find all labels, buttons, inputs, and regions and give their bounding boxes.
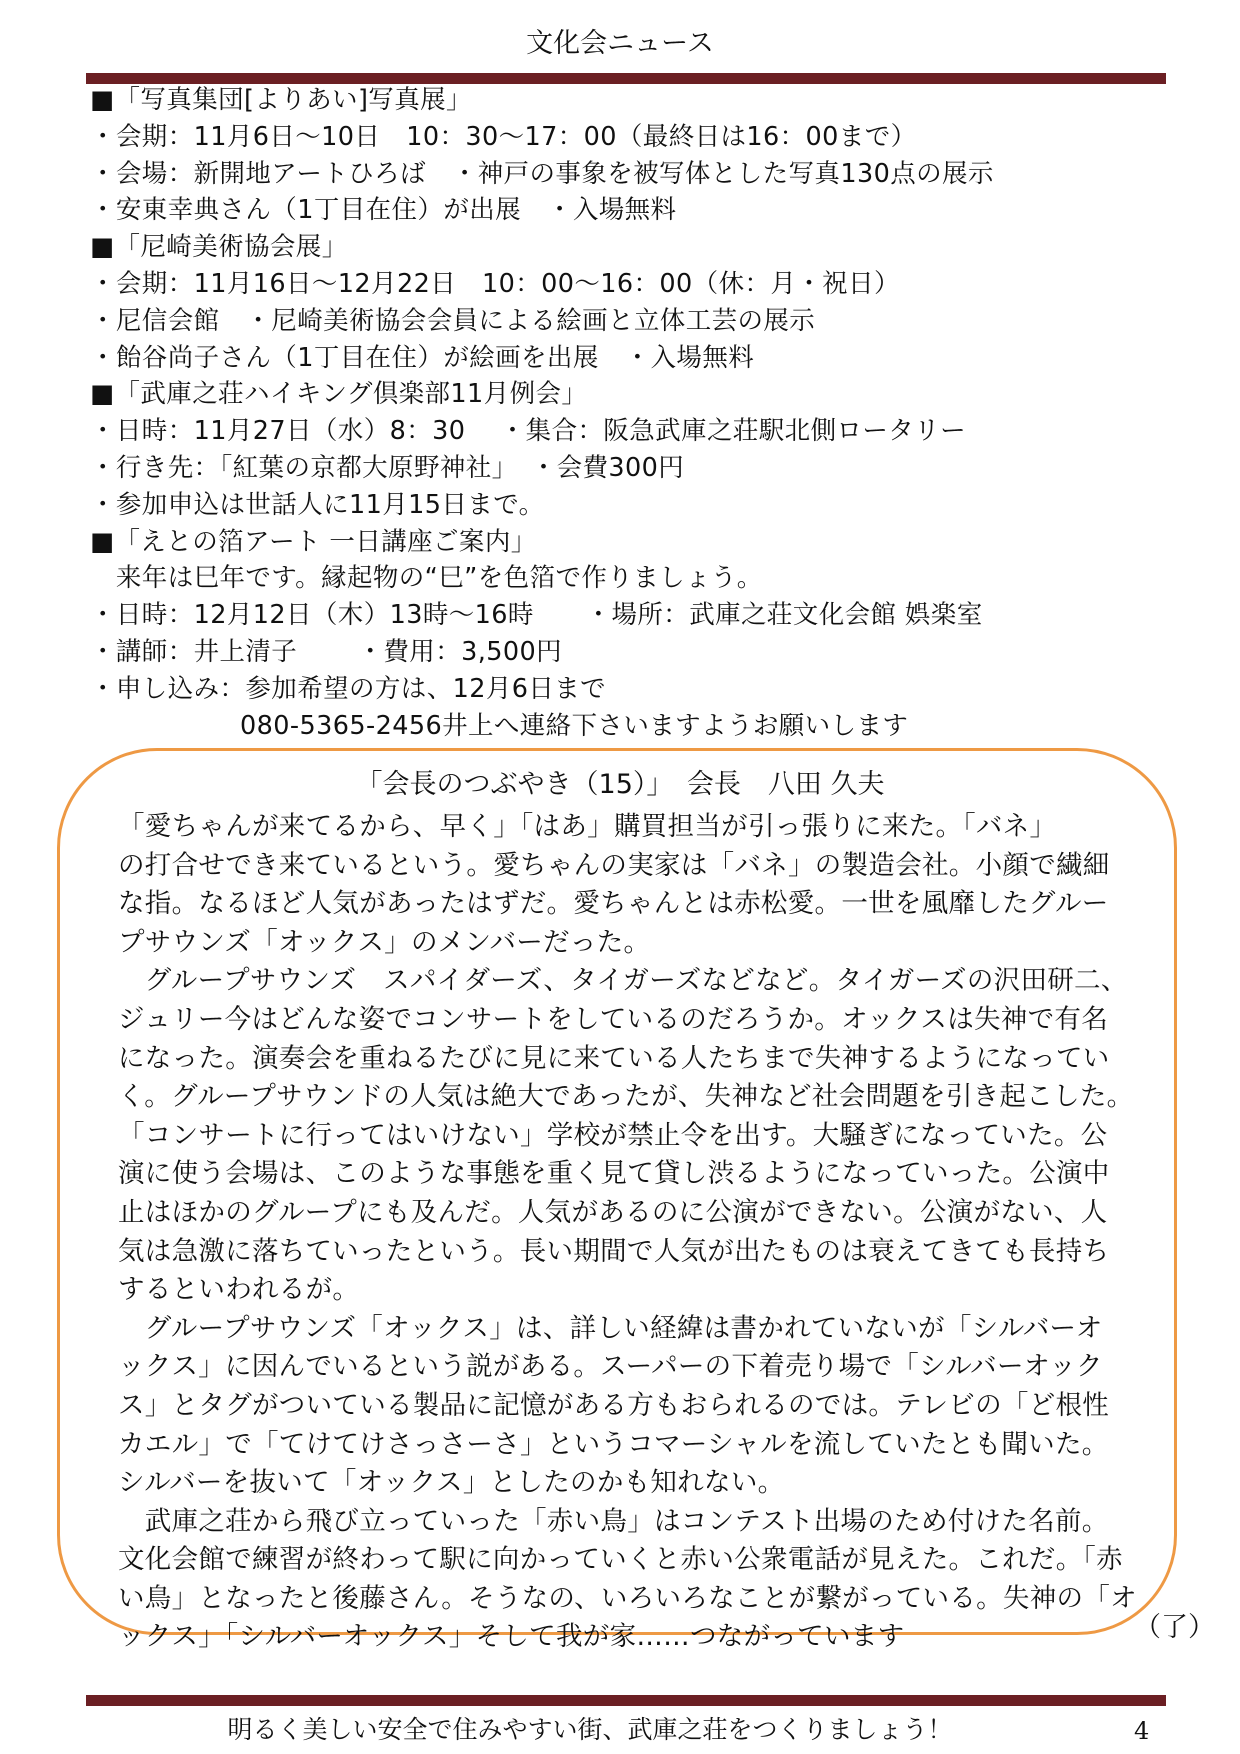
- column-line: い鳥」となったと後藤さん。そうなの、いろいろなことが繋がっている。失神の「オ: [118, 1582, 1137, 1614]
- column-line: するといわれるが。: [118, 1274, 360, 1306]
- notice-line: ・会場：新開地アートひろば ・神戸の事象を被写体とした写真130点の展示: [90, 158, 994, 189]
- notice-line: ・会期：11月6日～10日 10：30～17：00（最終日は16：00まで）: [90, 121, 917, 152]
- column-body: [118, 808, 1137, 1657]
- column-line: になった。演奏会を重ねるたびに見に来ている人たちまで失神するようになってい: [118, 1042, 1110, 1074]
- column-line: ス」とタグがついている製品に記憶がある方もおられるのでは。テレビの「ど根性: [118, 1389, 1110, 1421]
- column-line: の打合せでき来ているという。愛ちゃんの実家は「バネ」の製造会社。小顔で繊細: [118, 849, 1110, 881]
- column-line: カエル」で「てけてけさっさーさ」というコマーシャルを流していたとも聞いた。: [118, 1428, 1109, 1460]
- page-number: 4: [1134, 1717, 1150, 1745]
- column-line: ックス」に因んでいるという説がある。スーパーの下着売り場で「シルバーオック: [118, 1351, 1103, 1383]
- notice-line: ・日時：12月12日（木）13時～16時 ・場所：武庫之荘文化会館 娯楽室: [90, 600, 983, 631]
- column-line: 気は急激に落ちていったという。長い期間で人気が出たものは衰えてきても長持ち: [118, 1235, 1110, 1267]
- notice-heading-photo-exhibition: ■「写真集団[よりあい]写真展」: [90, 85, 472, 115]
- notice-line: ・参加申込は世話人に11月15日まで。: [90, 489, 545, 520]
- footer-motto: 明るく美しい安全で住みやすい街、武庫之荘をつくりましょう！: [227, 1715, 953, 1744]
- event-notices: [90, 82, 1166, 744]
- notice-line: ・飴谷尚子さん（1丁目在住）が絵画を出展 ・入場無料: [90, 342, 755, 373]
- footer-rule: [86, 1695, 1166, 1706]
- notice-heading-hiking-club: ■「武庫之荘ハイキング倶楽部11月例会」: [90, 379, 588, 410]
- column-line: 文化会館で練習が終わって駅に向かっていくと赤い公衆電話が見えた。これだ。「赤: [118, 1544, 1123, 1576]
- notice-heading-foil-art: ■「えとの箔アート 一日講座ご案内」: [90, 526, 537, 557]
- notice-line: 来年は巳年です。縁起物の“巳”を色箔で作りましょう。: [90, 563, 763, 594]
- column-line: プサウンズ「オックス」のメンバーだった。: [118, 926, 651, 958]
- column-line: グループサウンズ「オックス」は、詳しい経緯は書かれていないが「シルバーオ: [118, 1312, 1103, 1344]
- notice-heading-art-association: ■「尼崎美術協会展」: [90, 232, 348, 263]
- column-line: シルバーを抜いて「オックス」としたのかも知れない。: [118, 1467, 785, 1499]
- column-line: 武庫之荘から飛び立っていった「赤い鳥」はコンテスト出場のため付けた名前。: [118, 1505, 1109, 1537]
- column-end-mark: （了）: [1134, 1612, 1215, 1643]
- notice-line: ・安東幸典さん（1丁目在住）が出展 ・入場無料: [90, 195, 677, 226]
- column-line: ジュリー今はどんな姿でコンサートをしているのだろうか。オックスは失神で有名: [118, 1003, 1109, 1035]
- contact-phone-line: 080-5365-2456井上へ連絡下さいますようお願いします: [240, 710, 909, 741]
- column-title: 「会長のつぶやき（15）」 会長 八田 久夫: [355, 769, 885, 800]
- column-line: 「愛ちゃんが来てるから、早く」「はあ」購買担当が引っ張りに来た。「バネ」: [118, 811, 1057, 842]
- column-line: グループサウンズ スパイダーズ、タイガーズなどなど。タイガーズの沢田研二、: [118, 965, 1128, 997]
- notice-line: ・講師：井上清子 ・費用：3,500円: [90, 636, 563, 667]
- notice-line: ・会期：11月16日～12月22日 10：00～16：00（休：月・祝日）: [90, 268, 900, 299]
- column-line: ックス」「シルバーオックス」そして我が家……つながっています: [118, 1621, 905, 1653]
- notice-line: ・日時：11月27日（水）8：30 ・集合：阪急武庫之荘駅北側ロータリー: [90, 416, 966, 447]
- column-line: く。グループサウンドの人気は絶大であったが、失神など社会問題を引き起こした。: [118, 1081, 1134, 1113]
- newsletter-title: 文化会ニュース: [526, 28, 714, 59]
- column-line: な指。なるほど人気があったはずだ。愛ちゃんとは赤松愛。一世を風靡したグルー: [118, 888, 1109, 920]
- notice-line: ・申し込み：参加希望の方は、12月6日まで: [90, 673, 607, 704]
- notice-line: ・尼信会館 ・尼崎美術協会会員による絵画と立体工芸の展示: [90, 305, 816, 336]
- column-line: 「コンサートに行ってはいけない」学校が禁止令を出す。大騒ぎになっていた。公: [118, 1119, 1108, 1151]
- column-line: 止はほかのグループにも及んだ。人気があるのに公演ができない。公演がない、人: [118, 1196, 1108, 1228]
- column-line: 演に使う会場は、このような事態を重く見て貸し渋るようになっていった。公演中: [118, 1158, 1110, 1190]
- notice-line: ・行き先：「紅葉の京都大原野神社」 ・会費300円: [90, 452, 685, 483]
